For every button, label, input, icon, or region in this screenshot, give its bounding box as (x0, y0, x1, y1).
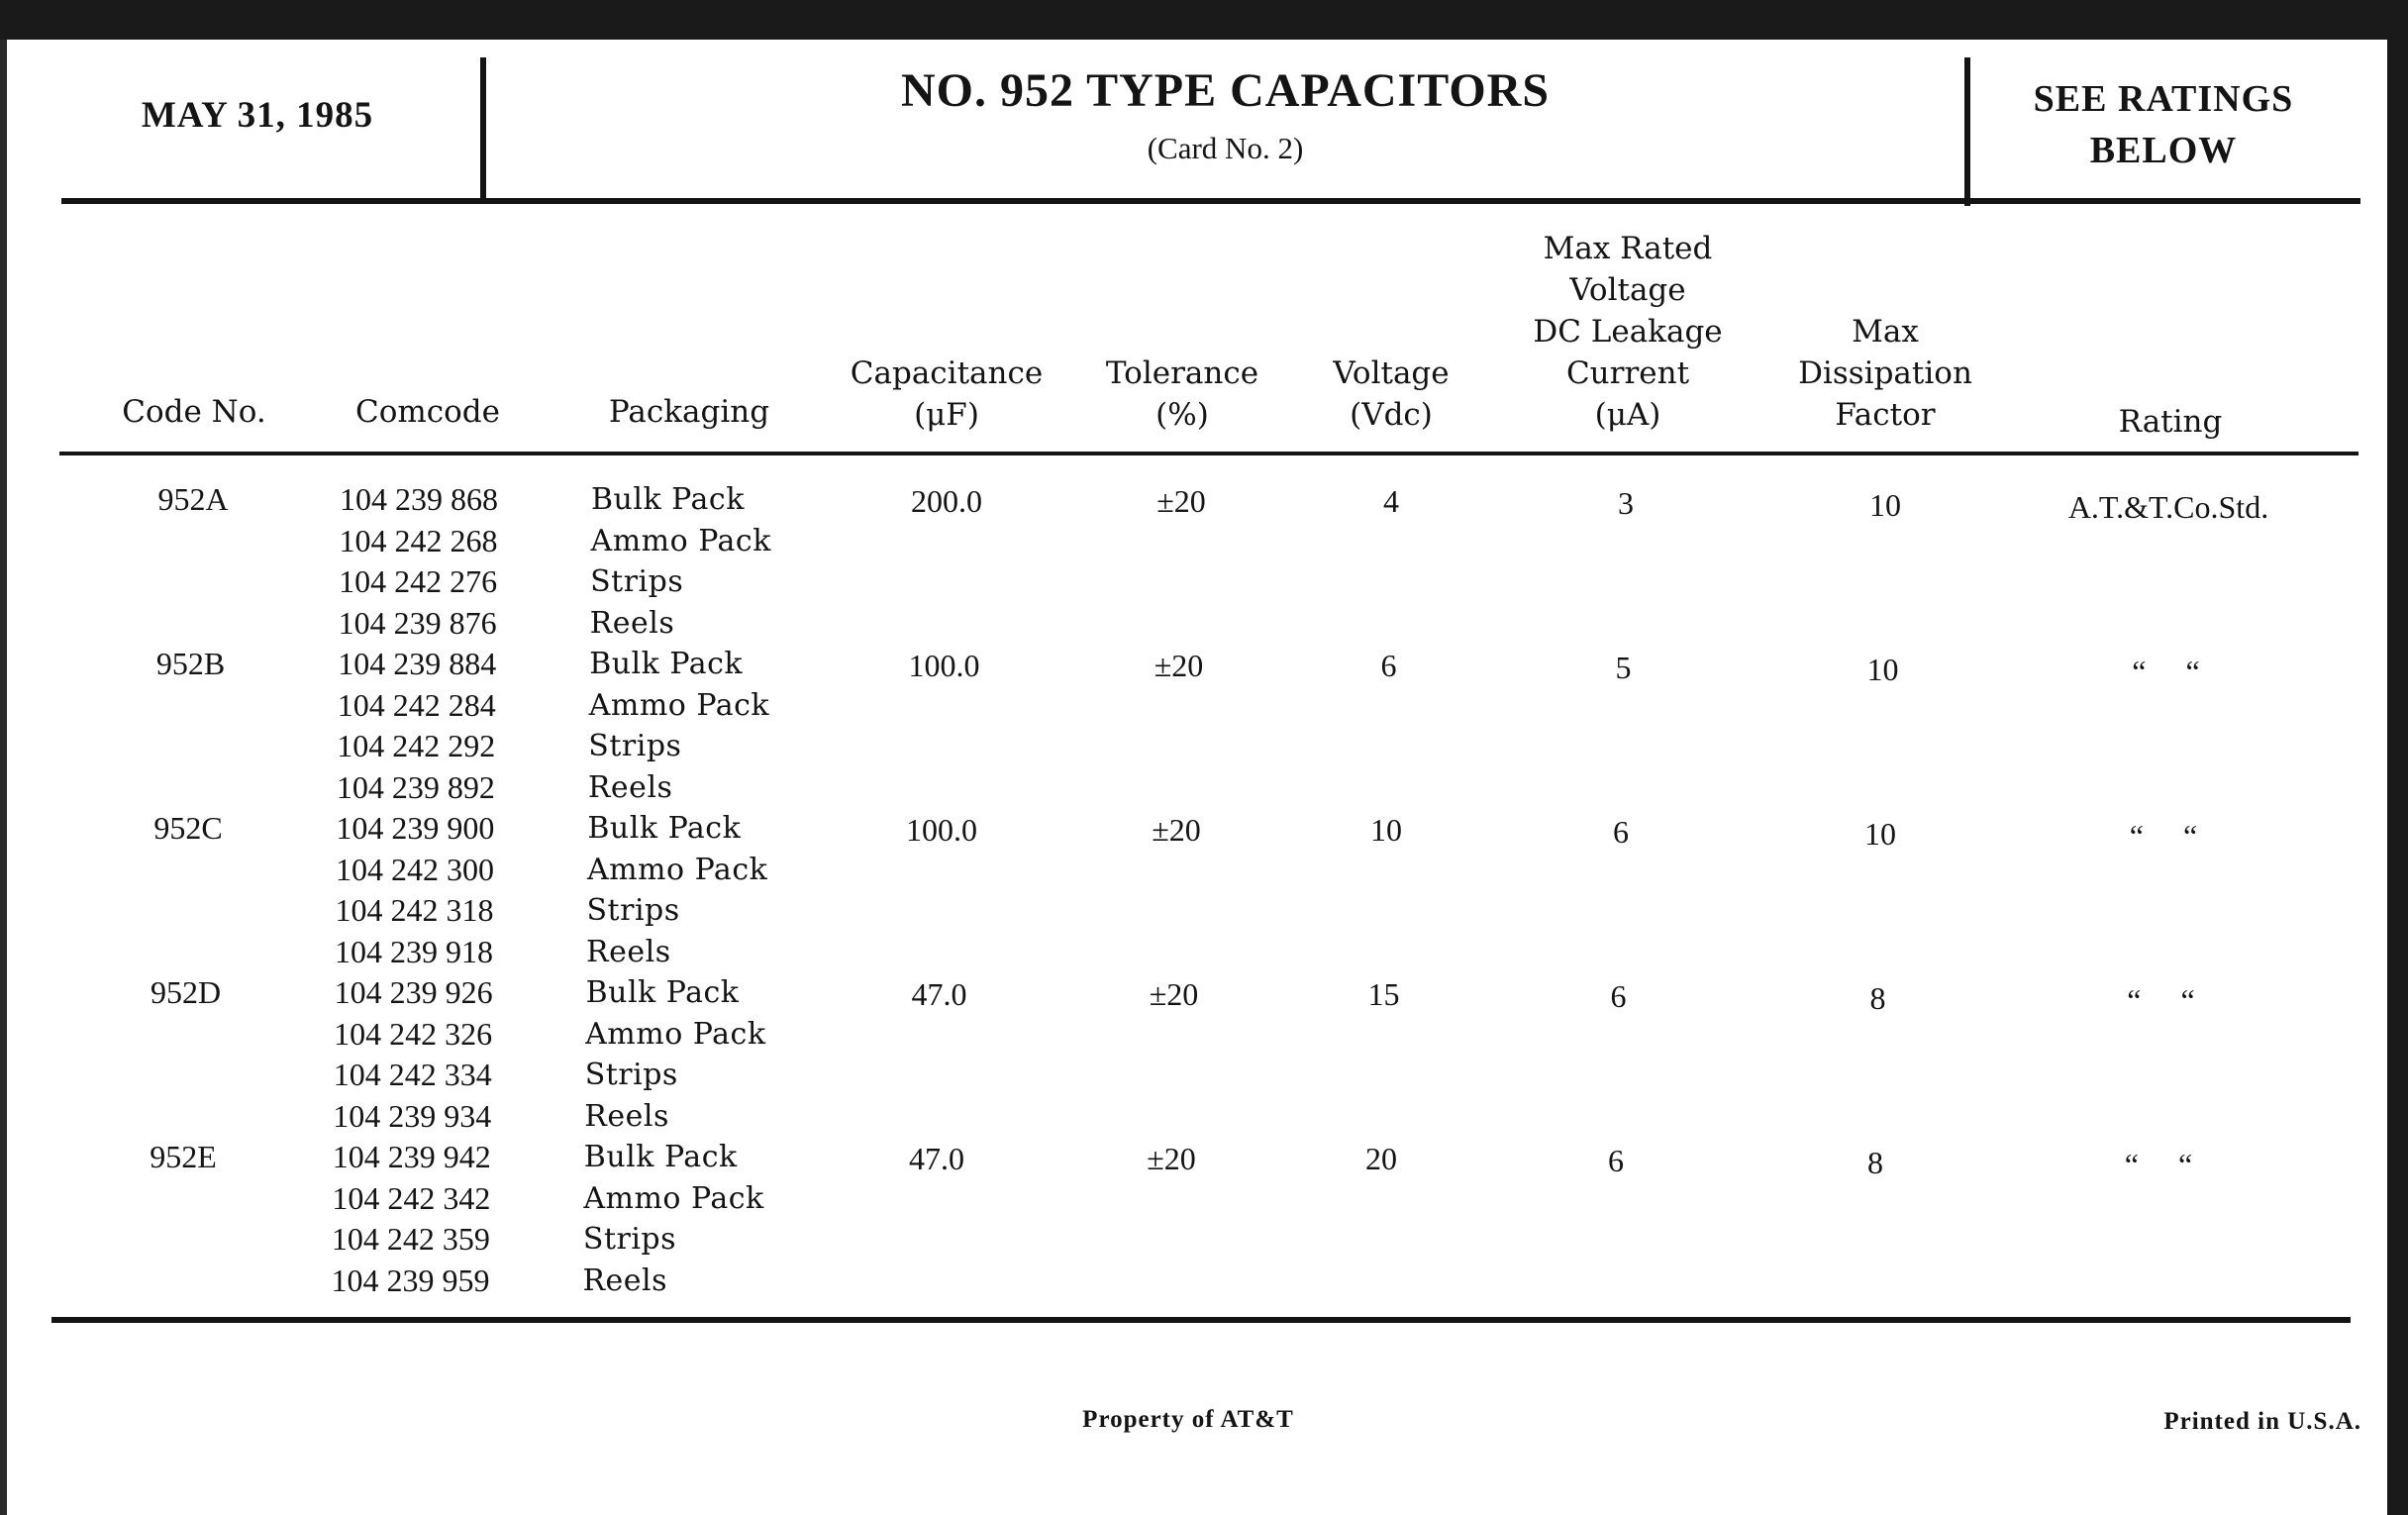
leakage-cell: 3 (1618, 485, 1634, 521)
header-rule (61, 198, 2360, 204)
capacitance-cell: 47.0 (911, 976, 967, 1012)
comcode-cell: 104 239 892 (336, 768, 495, 805)
packaging-cell: Reels (587, 769, 673, 805)
column-heading-line: Voltage (1333, 355, 1450, 391)
rating-cell: “ “ (2127, 982, 2195, 1018)
comcode-cell: 104 242 268 (339, 522, 498, 558)
packaging-cell: Bulk Pack (591, 482, 745, 517)
leakage-cell: 6 (1608, 1143, 1624, 1178)
comcode-cell: 104 242 300 (335, 851, 494, 887)
rating-cell: “ “ (2132, 654, 2200, 689)
table-bottom-rule (51, 1317, 2351, 1323)
leakage-cell: 6 (1613, 814, 1629, 850)
column-heading-line: Current (1565, 355, 1690, 391)
packaging-cell: Strips (588, 729, 682, 763)
card-title: NO. 952 TYPE CAPACITORS (900, 64, 1551, 117)
column-heading-line: Factor (1835, 397, 1936, 433)
voltage-cell: 4 (1383, 483, 1399, 519)
capacitance-cell: 47.0 (909, 1141, 964, 1176)
column-heading-line: (Vdc) (1350, 397, 1433, 433)
voltage-cell: 20 (1365, 1141, 1397, 1176)
card-date: MAY 31, 1985 (141, 95, 374, 136)
packaging-cell: Strips (582, 1222, 677, 1257)
packaging-cell: Bulk Pack (587, 811, 742, 846)
comcode-cell: 104 242 292 (337, 728, 496, 763)
dissipation-cell: 8 (1869, 980, 1886, 1016)
dissipation-cell: 10 (1869, 487, 1901, 523)
rating-cell: A.T.&T.Co.Std. (2067, 489, 2269, 525)
packaging-cell: Reels (584, 1098, 669, 1134)
column-heading-line: Rating (2118, 404, 2223, 440)
see-ratings-line-2: BELOW (2089, 130, 2238, 171)
dissipation-cell: 8 (1867, 1145, 1883, 1180)
see-ratings-note (1975, 73, 2352, 176)
column-heading-line: Max (1852, 314, 1919, 350)
header-divider-left (480, 57, 486, 201)
column-heading-line: (μF) (914, 397, 979, 433)
comcode-cell: 104 239 934 (333, 1097, 492, 1134)
voltage-cell: 6 (1380, 648, 1397, 683)
column-heading-line: (%) (1155, 397, 1209, 433)
packaging-cell: Ammo Pack (588, 687, 770, 723)
code-no: 952B (155, 646, 226, 681)
column-heading-line: Comcode (355, 394, 500, 430)
dissipation-cell: 10 (1864, 816, 1896, 852)
comcode-cell: 104 242 342 (332, 1179, 491, 1216)
packaging-cell: Bulk Pack (583, 1140, 738, 1174)
code-no: 952C (153, 810, 223, 846)
column-heading-line: Max Rated (1543, 231, 1713, 266)
packaging-cell: Bulk Pack (585, 975, 740, 1010)
comcode-cell: 104 239 918 (335, 933, 494, 969)
comcode-cell: 104 239 884 (338, 646, 497, 681)
code-no: 952A (157, 481, 229, 517)
comcode-cell: 104 239 900 (336, 810, 495, 846)
tolerance-cell: ±20 (1147, 1141, 1196, 1176)
packaging-cell: Strips (584, 1058, 678, 1092)
packaging-cell: Ammo Pack (590, 523, 771, 558)
packaging-cell: Strips (586, 893, 680, 928)
packaging-cell: Reels (582, 1262, 668, 1298)
comcode-cell: 104 242 326 (334, 1015, 493, 1052)
scan-left-border (0, 40, 7, 1515)
comcode-cell: 104 239 926 (334, 974, 493, 1010)
comcode-cell: 104 242 284 (337, 686, 496, 723)
card-subtitle: (Card No. 2) (1147, 131, 1304, 165)
comcode-cell: 104 239 942 (332, 1139, 491, 1174)
scan-right-border (2387, 0, 2408, 1515)
column-heading-line: Capacitance (850, 355, 1044, 391)
leakage-cell: 5 (1615, 650, 1632, 685)
packaging-cell: Reels (589, 605, 675, 641)
rating-cell: “ “ (2129, 818, 2198, 854)
packaging-cell: Strips (590, 564, 684, 599)
column-heading-rating (2002, 401, 2339, 443)
column-heading-line: DC Leakage (1533, 314, 1723, 350)
column-heading-line: Code No. (122, 394, 266, 430)
tolerance-cell: ±20 (1156, 483, 1206, 519)
column-heading-rule (59, 452, 2358, 455)
column-heading-line: Tolerance (1105, 355, 1259, 391)
header-divider-right (1964, 57, 1970, 206)
property-note: Property of AT&T (1082, 1406, 1294, 1433)
comcode-cell: 104 239 868 (340, 481, 498, 517)
dissipation-cell: 10 (1866, 652, 1899, 687)
rating-cell: “ “ (2124, 1147, 2193, 1182)
code-no: 952E (150, 1139, 217, 1174)
voltage-cell: 10 (1370, 812, 1402, 848)
packaging-cell: Ammo Pack (583, 1180, 764, 1216)
column-heading-line: Dissipation (1798, 355, 1972, 391)
tolerance-cell: ±20 (1149, 976, 1199, 1012)
capacitance-cell: 100.0 (908, 648, 980, 683)
comcode-cell: 104 242 276 (339, 563, 498, 599)
comcode-cell: 104 242 359 (331, 1221, 490, 1257)
code-no: 952D (150, 974, 222, 1010)
printed-note: Printed in U.S.A. (2163, 1408, 2361, 1435)
column-heading-line: Packaging (608, 394, 770, 430)
capacitance-cell: 200.0 (911, 483, 982, 519)
comcode-cell: 104 242 334 (333, 1057, 492, 1092)
capacitance-cell: 100.0 (906, 812, 977, 848)
comcode-cell: 104 242 318 (335, 892, 494, 928)
packaging-cell: Ammo Pack (586, 852, 768, 887)
packaging-cell: Bulk Pack (589, 647, 744, 681)
comcode-cell: 104 239 959 (331, 1262, 490, 1298)
see-ratings-line-1: SEE RATINGS (2033, 78, 2294, 120)
tolerance-cell: ±20 (1154, 648, 1204, 683)
packaging-cell: Reels (586, 934, 671, 969)
tolerance-cell: ±20 (1152, 812, 1201, 848)
column-heading-line: (μA) (1594, 397, 1661, 433)
voltage-cell: 15 (1367, 976, 1400, 1012)
leakage-cell: 6 (1610, 978, 1627, 1014)
scan-top-border (0, 0, 2408, 40)
comcode-cell: 104 239 876 (338, 604, 497, 641)
packaging-cell: Ammo Pack (585, 1016, 766, 1052)
column-heading-line: Voltage (1569, 272, 1686, 308)
